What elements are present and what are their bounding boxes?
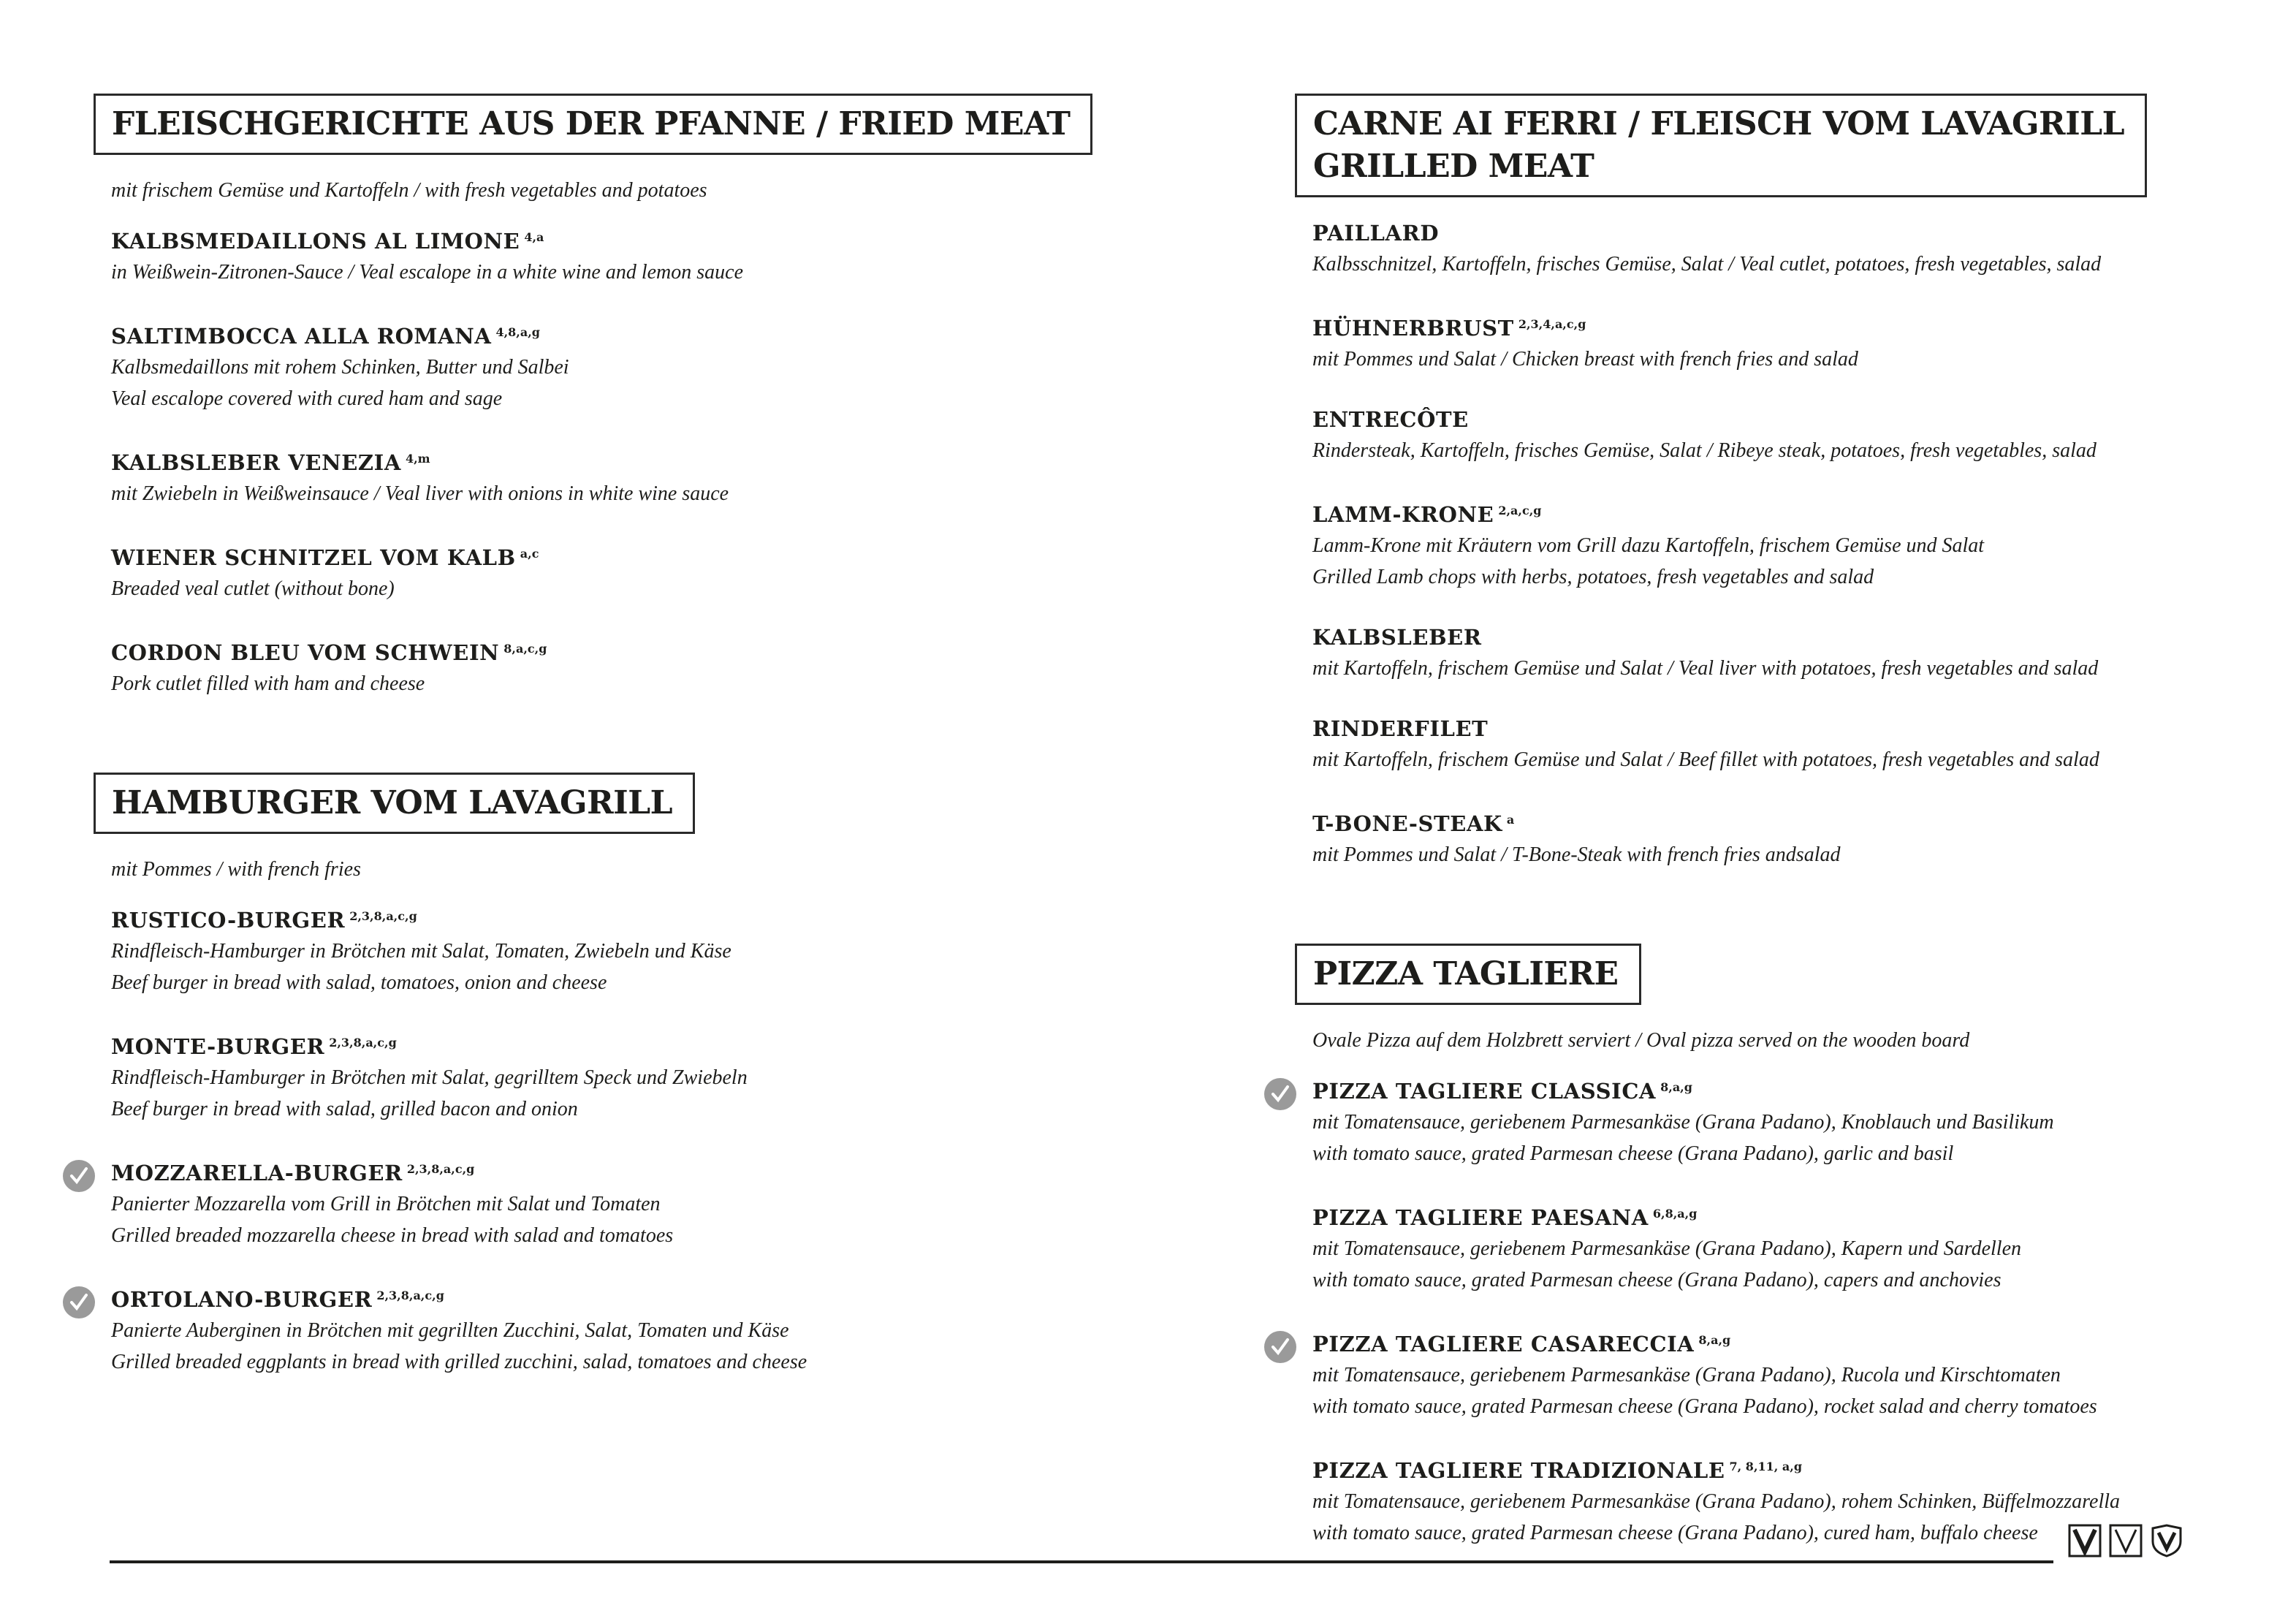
menu-item-description: mit Kartoffeln, frischem Gemüse und Salat / Veal liver with potatoes, fresh vegetables and salad <box>1312 657 2099 680</box>
menu-item-description: mit Tomatensauce, geriebenem Parmesankäse (Grana Padano), Kapern und Sardellen <box>1312 1237 2022 1260</box>
allergen-codes: 2,3,8,a,c,g <box>349 909 417 923</box>
menu-item-name: KALBSLEBER <box>1312 625 1482 650</box>
menu-item-name-row <box>1312 1452 2259 1486</box>
v-outline-logo-icon <box>2109 1524 2143 1557</box>
section-title <box>1313 953 1619 995</box>
section-intro: mit Pommes / with french fries <box>111 858 361 881</box>
menu-item-description: Beef burger in bread with salad, tomatoes, onion and cheese <box>111 971 607 994</box>
menu-item-name-row <box>1312 1199 2259 1233</box>
allergen-codes: 4,8,a,g <box>495 325 540 339</box>
menu-item-name: PIZZA TAGLIERE TRADIZIONALE <box>1312 1458 1725 1483</box>
menu-item-description: mit Tomatensauce, geriebenem Parmesankäse (Grana Padano), Knoblauch und Basilikum <box>1312 1111 2054 1134</box>
allergen-codes: 4,m <box>405 452 430 466</box>
menu-item-name-row <box>1312 1072 2259 1107</box>
menu-item <box>1295 1072 2259 1169</box>
menu-item-name-row <box>111 444 1131 478</box>
menu-item <box>94 634 1131 699</box>
menu-item-description: in Weißwein-Zitronen-Sauce / Veal escalope in a white wine and lemon sauce <box>111 261 743 284</box>
menu-section <box>94 773 1131 1378</box>
menu-item-name: ORTOLANO-BURGER <box>111 1287 373 1312</box>
section-title-line: FLEISCHGERICHTE AUS DER PFANNE / FRIED MEAT <box>112 105 1071 143</box>
menu-item <box>1295 218 2259 280</box>
allergen-codes: 2,3,8,a,c,g <box>406 1162 475 1176</box>
menu-item <box>94 222 1131 288</box>
menu-item-name-row <box>1312 622 2259 653</box>
menu-item-description: Grilled breaded mozzarella cheese in bread with salad and tomatoes <box>111 1224 674 1247</box>
menu-item-name: CORDON BLEU VOM SCHWEIN <box>111 640 500 665</box>
menu-item-name-row <box>111 222 1131 257</box>
menu-item-name-row <box>1312 404 2259 435</box>
section-title-box <box>94 773 695 834</box>
menu-item-description: Rindfleisch-Hamburger in Brötchen mit Salat, gegrilltem Speck und Zwiebeln <box>111 1066 748 1089</box>
allergen-codes: 2,a,c,g <box>1498 504 1542 517</box>
menu-item-name-row <box>1312 1325 2259 1359</box>
menu-section <box>94 94 1131 699</box>
allergen-codes: 7, 8,11, a,g <box>1729 1460 1803 1473</box>
menu-item-description: mit Pommes und Salat / Chicken breast with french fries and salad <box>1312 348 1858 371</box>
menu-item-description: Veal escalope covered with cured ham and sage <box>111 387 503 410</box>
menu-item-description: Kalbsmedaillons mit rohem Schinken, Butter und Salbei <box>111 356 569 379</box>
section-title <box>112 103 1070 145</box>
section-title-box <box>1295 944 1641 1005</box>
menu-item-description: mit Kartoffeln, frischem Gemüse und Salat / Beef fillet with potatoes, fresh vegetables and salad <box>1312 748 2099 771</box>
allergen-codes: 8,a,g <box>1660 1080 1692 1094</box>
section-title <box>112 782 672 824</box>
allergen-codes: 6,8,a,g <box>1652 1207 1698 1221</box>
menu-item-name: RUSTICO-BURGER <box>111 908 346 933</box>
section-title <box>1313 103 2124 188</box>
v-shield-logo-icon <box>2150 1524 2183 1557</box>
menu-item-description: with tomato sauce, grated Parmesan cheese (Grana Padano), rocket salad and cherry tomatoes <box>1312 1395 2097 1418</box>
menu-item-name-row <box>111 1154 1131 1188</box>
allergen-codes: 2,3,8,a,c,g <box>376 1289 444 1302</box>
menu-item-name: PIZZA TAGLIERE PAESANA <box>1312 1205 1649 1230</box>
menu-item-description: Grilled Lamb chops with herbs, potatoes, fresh vegetables and salad <box>1312 566 1874 588</box>
vegetarian-icon <box>1263 1329 1298 1365</box>
menu-item-name: PIZZA TAGLIERE CASARECCIA <box>1312 1332 1695 1357</box>
menu-item-description: Lamm-Krone mit Kräutern vom Grill dazu Kartoffeln, frischem Gemüse und Salat <box>1312 534 1985 557</box>
menu-item-description: with tomato sauce, grated Parmesan cheese (Grana Padano), garlic and basil <box>1312 1142 1954 1165</box>
menu-item <box>94 539 1131 604</box>
menu-column-left <box>94 94 1131 1407</box>
menu-item-name: RINDERFILET <box>1312 716 1489 741</box>
menu-item-name: MOZZARELLA-BURGER <box>111 1161 403 1185</box>
menu-item-name: PIZZA TAGLIERE CLASSICA <box>1312 1079 1657 1104</box>
menu-item <box>1295 713 2259 775</box>
vegetarian-icon <box>61 1285 96 1320</box>
menu-item-name-row <box>111 1280 1131 1315</box>
section-intro: Ovale Pizza auf dem Holzbrett serviert / Oval pizza served on the wooden board <box>1312 1029 1970 1052</box>
menu-item-name-row <box>1312 805 2259 839</box>
menu-item-description: with tomato sauce, grated Parmesan cheese (Grana Padano), capers and anchovies <box>1312 1269 2002 1291</box>
menu-item-description: Grilled breaded eggplants in bread with grilled zucchini, salad, tomatoes and cheese <box>111 1351 807 1373</box>
allergen-codes: a <box>1506 813 1515 827</box>
vegetarian-icon <box>1263 1077 1298 1112</box>
menu-item-description: mit Tomatensauce, geriebenem Parmesankäse (Grana Padano), Rucola und Kirschtomaten <box>1312 1364 2061 1386</box>
menu-item <box>1295 309 2259 375</box>
allergen-codes: 4,a <box>524 230 544 244</box>
allergen-codes: 8,a,c,g <box>503 642 547 656</box>
menu-item-description: mit Pommes und Salat / T-Bone-Steak with french fries andsalad <box>1312 843 1841 866</box>
menu-item-name-row <box>1312 218 2259 248</box>
menu-item <box>94 317 1131 414</box>
menu-item-name: HÜHNERBRUST <box>1312 316 1514 341</box>
menu-item <box>1295 496 2259 593</box>
menu-item-name-row <box>111 1028 1131 1062</box>
menu-item-name: T-BONE-STEAK <box>1312 811 1502 836</box>
menu-item-name: SALTIMBOCCA ALLA ROMANA <box>111 324 492 349</box>
menu-item <box>1295 1199 2259 1296</box>
allergen-codes: 2,3,8,a,c,g <box>329 1036 397 1050</box>
menu-item <box>1295 404 2259 466</box>
section-title-line: HAMBURGER VOM LAVAGRILL <box>112 784 673 822</box>
allergen-codes: 8,a,g <box>1698 1333 1731 1347</box>
menu-item <box>94 901 1131 998</box>
menu-item-description: with tomato sauce, grated Parmesan cheese (Grana Padano), cured ham, buffalo cheese <box>1312 1522 2038 1544</box>
menu-item <box>94 444 1131 509</box>
menu-item-name-row <box>111 539 1131 573</box>
menu-item-name: WIENER SCHNITZEL VOM KALB <box>111 545 516 570</box>
menu-item-description: Breaded veal cutlet (without bone) <box>111 577 395 600</box>
menu-item-name: KALBSMEDAILLONS AL LIMONE <box>111 229 520 254</box>
section-title-line: CARNE AI FERRI / FLEISCH VOM LAVAGRILL <box>1313 105 2125 143</box>
menu-item-description: Rindfleisch-Hamburger in Brötchen mit Salat, Tomaten, Zwiebeln und Käse <box>111 940 731 963</box>
menu-item-description: Panierte Auberginen in Brötchen mit gegrillten Zucchini, Salat, Tomaten und Käse <box>111 1319 789 1342</box>
menu-item-name-row <box>1312 713 2259 744</box>
menu-item-name-row <box>111 634 1131 668</box>
brand-logos <box>2068 1524 2183 1557</box>
menu-item-name-row <box>1312 496 2259 530</box>
section-title-box <box>94 94 1092 155</box>
menu-item-description: Pork cutlet filled with ham and cheese <box>111 672 425 695</box>
menu-item-description: Beef burger in bread with salad, grilled bacon and onion <box>111 1098 578 1120</box>
menu-section <box>1295 944 2259 1549</box>
allergen-codes: a,c <box>520 547 539 561</box>
menu-item-name: LAMM-KRONE <box>1312 502 1494 527</box>
menu-item-name: ENTRECÔTE <box>1312 407 1469 432</box>
menu-item <box>94 1028 1131 1125</box>
section-title-line: PIZZA TAGLIERE <box>1313 955 1619 993</box>
menu-item-name-row <box>111 317 1131 352</box>
menu-item-name: PAILLARD <box>1312 221 1440 246</box>
section-spacer <box>1295 900 2259 944</box>
section-intro: mit frischem Gemüse und Kartoffeln / with fresh vegetables and potatoes <box>111 179 707 202</box>
menu-item-name-row <box>1312 309 2259 344</box>
menu-item-name: MONTE-BURGER <box>111 1034 325 1059</box>
menu-item-description: Kalbsschnitzel, Kartoffeln, frisches Gemüse, Salat / Veal cutlet, potatoes, fresh vegetables, salad <box>1312 253 2102 276</box>
menu-column-right <box>1295 94 2259 1578</box>
section-title-line: GRILLED MEAT <box>1313 148 1594 185</box>
menu-item <box>1295 805 2259 870</box>
section-spacer <box>94 729 1131 773</box>
vegetarian-icon <box>61 1158 96 1194</box>
menu-item <box>94 1154 1131 1251</box>
menu-item-description: mit Zwiebeln in Weißweinsauce / Veal liver with onions in white wine sauce <box>111 482 729 505</box>
menu-item-description: mit Tomatensauce, geriebenem Parmesankäse (Grana Padano), rohem Schinken, Büffelmozzarella <box>1312 1490 2121 1513</box>
v-logo-icon <box>2068 1524 2102 1557</box>
menu-item-description: Panierter Mozzarella vom Grill in Brötchen mit Salat und Tomaten <box>111 1193 661 1215</box>
menu-item <box>1295 622 2259 684</box>
menu-section <box>1295 94 2259 870</box>
menu-item-name: KALBSLEBER VENEZIA <box>111 450 401 475</box>
section-title-box <box>1295 94 2147 197</box>
menu-item <box>1295 1325 2259 1422</box>
menu-item-description: Rindersteak, Kartoffeln, frisches Gemüse, Salat / Ribeye steak, potatoes, fresh vegetables, salad <box>1312 439 2097 462</box>
footer-divider <box>110 1560 2053 1563</box>
menu-item-name-row <box>111 901 1131 936</box>
menu-item <box>94 1280 1131 1378</box>
allergen-codes: 2,3,4,a,c,g <box>1518 317 1586 331</box>
